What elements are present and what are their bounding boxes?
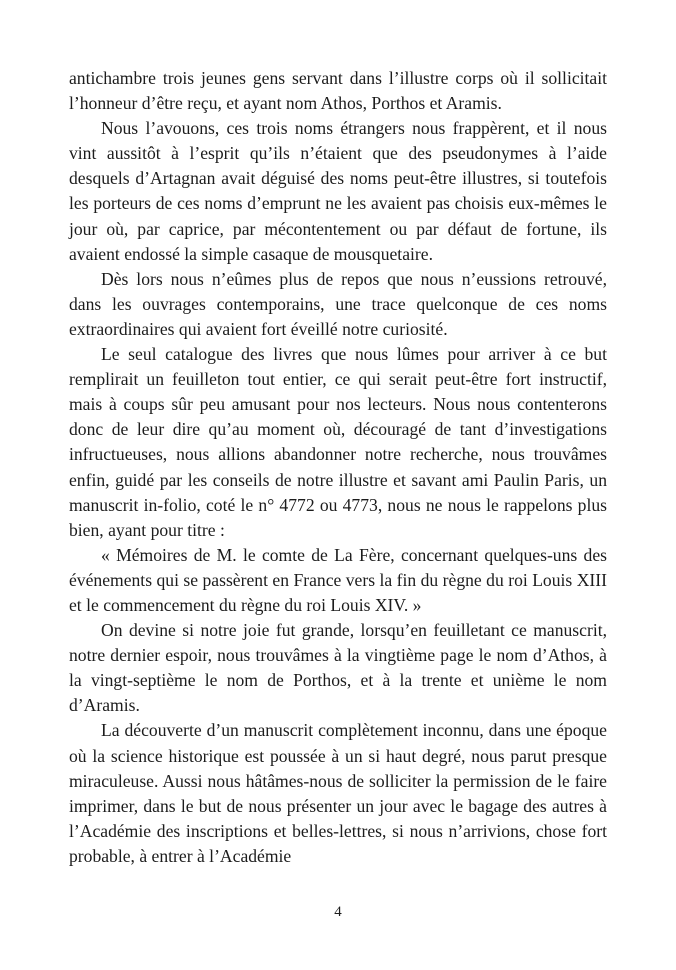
body-text bbox=[69, 66, 607, 869]
paragraph-2: Nous l’avouons, ces trois noms étrangers nous frappèrent, et il nous vint aussitôt à l’esprit qu’ils n’étaient que des pseudonymes à l’aide desquels d’Artagnan avait déguisé des noms peut-être illustres, si toutefois les porteurs de ces noms d’emprunt ne les avaient pas choisis eux-mêmes le jour où, par caprice, par mécontentement ou par défaut de fortune, ils avaient endossé la simple casaque de mousquetaire. bbox=[69, 118, 607, 264]
paragraph-5-quote: « Mémoires de M. le comte de La Fère, concernant quelques-uns des événements qui se passèrent en France vers la fin du règne du roi Louis XIII et le commencement du règne du roi Louis XIV. » bbox=[69, 544, 607, 615]
page-number: 4 bbox=[334, 904, 342, 920]
paragraph-1: antichambre trois jeunes gens servant dans l’illustre corps où il sollicitait l’honneur d’être reçu, et ayant nom Athos, Porthos et Aramis. bbox=[69, 68, 607, 114]
paragraph-4: Le seul catalogue des livres que nous lûmes pour arriver à ce but remplirait un feuilleton tout entier, ce qui serait peut-être fort instructif, mais à coups sûr peu amusant pour nos lecteurs. Nous nous contenterons donc de leur dire qu’au moment où, découragé de tant d’investigations infructueuses, nous allions abandonner notre recherche, nous trouvâmes enfin, guidé par les conseils de notre illustre et savant ami Paulin Paris, un manuscrit in-folio, coté le n° 4772 ou 4773, nous ne nous le rappelons plus bien, ayant pour titre : bbox=[69, 344, 607, 540]
paragraph-3: Dès lors nous n’eûmes plus de repos que nous n’eussions retrouvé, dans les ouvrages contemporains, une trace quelconque de ces noms extraordinaires qui avaient fort éveillé notre curiosité. bbox=[69, 268, 607, 339]
paragraph-6: On devine si notre joie fut grande, lorsqu’en feuilletant ce manuscrit, notre dernier espoir, nous trouvâmes à la vingtième page le nom d’Athos, à la vingt-septième le nom de Porthos, et à la trente et unième le nom d’Aramis. bbox=[69, 620, 607, 716]
paragraph-7: La découverte d’un manuscrit complètement inconnu, dans une époque où la science historique est poussée à un si haut degré, nous parut presque miraculeuse. Aussi nous hâtâmes-nous de solliciter la permission de le faire imprimer, dans le but de nous présenter un jour avec le bagage des autres à l’Académie des inscriptions et belles-lettres, si nous n’arrivions, chose fort probable, à entrer à l’Académie bbox=[69, 720, 607, 866]
